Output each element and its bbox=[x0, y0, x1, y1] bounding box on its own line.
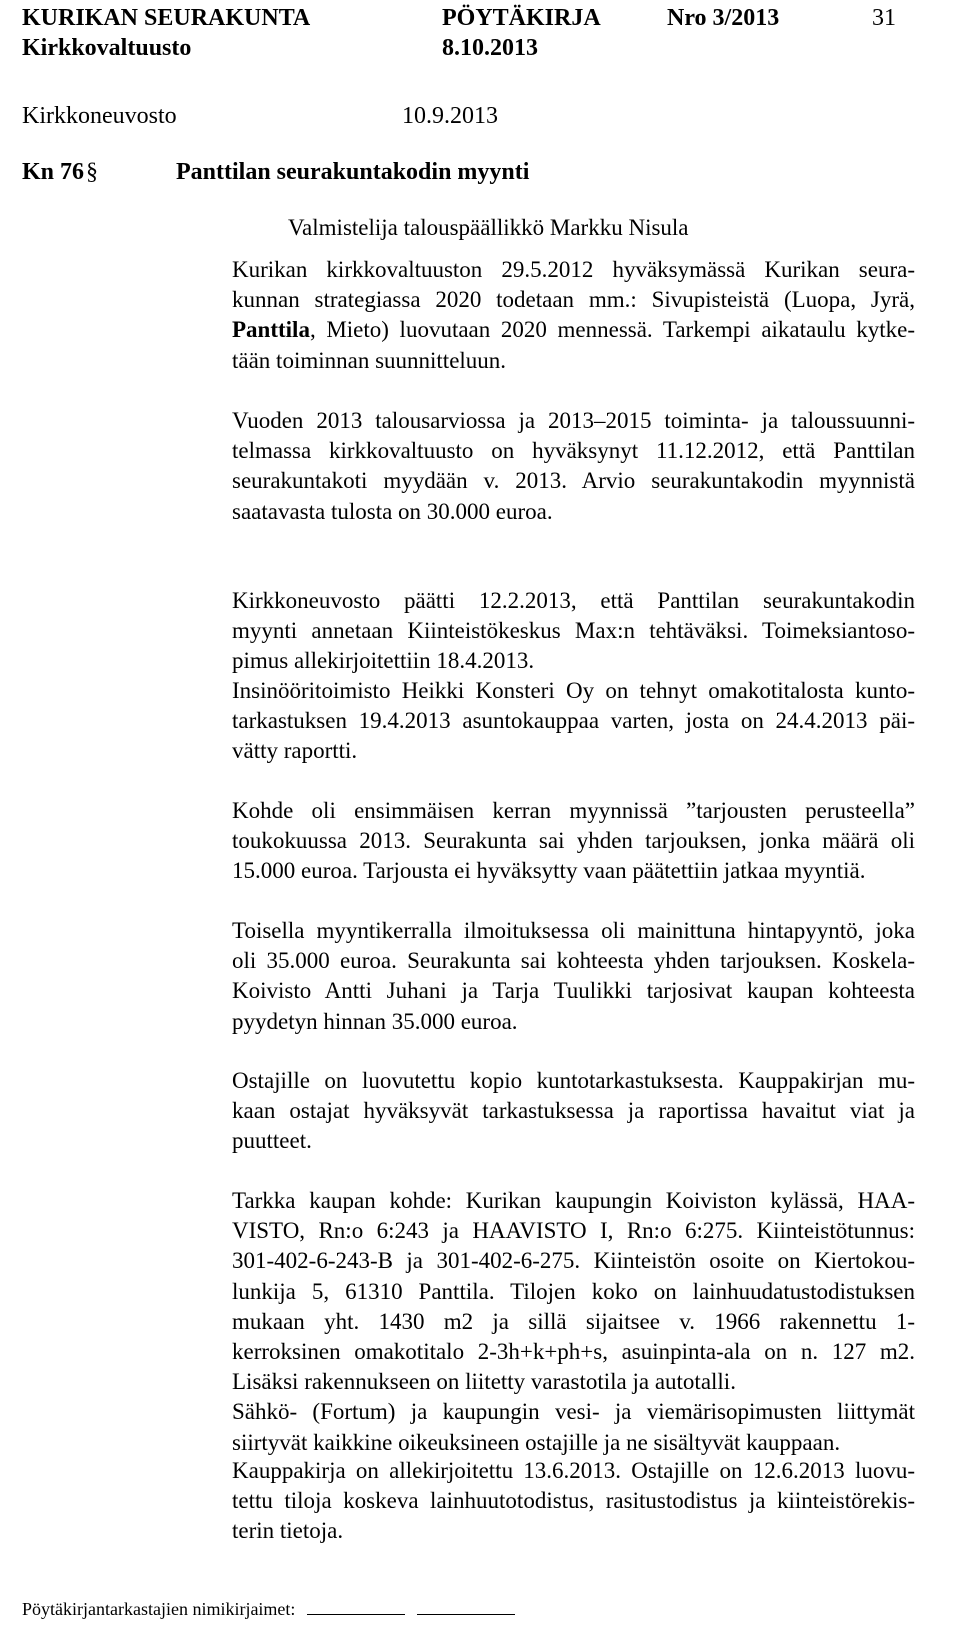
paragraph-line: mukaan yht. 1430 m2 ja sillä sijaitsee v. 1966 rakennettu 1- bbox=[232, 1308, 915, 1334]
header-date: 8.10.2013 bbox=[442, 35, 538, 61]
header-number: Nro 3/2013 bbox=[667, 5, 780, 31]
paragraph-line: toukokuussa 2013. Seurakunta sai yhden tarjouksen, jonka määrä oli bbox=[232, 828, 915, 854]
paragraph-line: Kauppakirja on allekirjoitettu 13.6.2013. Ostajille on 12.6.2013 luovu- bbox=[232, 1458, 915, 1483]
meeting-body: Kirkkoneuvosto bbox=[22, 103, 177, 129]
paragraph bbox=[232, 1186, 915, 1458]
paragraph bbox=[232, 255, 915, 376]
paragraph-line: terin tietoja. bbox=[232, 1518, 344, 1544]
paragraph-line: Insinööritoimisto Heikki Konsteri Oy on tehnyt omakotitalosta kunto- bbox=[232, 678, 915, 703]
paragraph-line: lunkija 5, 61310 Panttila. Tilojen koko on lainhuudatustodistuksen bbox=[232, 1278, 915, 1304]
paragraph-line: pimus allekirjoitettiin 18.4.2013. bbox=[232, 648, 535, 674]
paragraph bbox=[232, 676, 915, 767]
paragraph-line: telmassa kirkkovaltuusto on hyväksynyt 11.12.2012, että Panttilan bbox=[232, 438, 915, 464]
paragraph bbox=[232, 1066, 915, 1157]
paragraph-line: Panttila, Mieto) luovutaan 2020 mennessä. Tarkempi aikataulu kytke- bbox=[232, 317, 915, 343]
paragraph-line: tään toiminnan suunnitteluun. bbox=[232, 347, 507, 373]
paragraph-line: Tarkka kaupan kohde: Kurikan kaupungin Koiviston kylässä, HAA- bbox=[232, 1188, 915, 1213]
signature-line-2 bbox=[417, 1598, 515, 1615]
paragraph-line: puutteet. bbox=[232, 1128, 312, 1154]
signature-line-1 bbox=[307, 1598, 405, 1615]
header-body: Kirkkovaltuusto bbox=[22, 35, 192, 61]
paragraph-line: oli 35.000 euroa. Seurakunta sai kohteesta yhden tarjouksen. Koskela- bbox=[232, 948, 915, 974]
preparer-line: Valmistelija talouspäällikkö Markku Nisula bbox=[288, 215, 689, 240]
paragraph-line: 301-402-6-243-B ja 301-402-6-275. Kiinteistön osoite on Kiertokou- bbox=[232, 1248, 915, 1274]
paragraph-line: kerroksinen omakotitalo 2-3h+k+ph+s, asuinpinta-ala on n. 127 m2. bbox=[232, 1339, 915, 1365]
footer bbox=[22, 1598, 515, 1620]
meeting-date: 10.9.2013 bbox=[402, 103, 498, 129]
paragraph-line: tarkastuksen 19.4.2013 asuntokauppaa varten, josta on 24.4.2013 päi- bbox=[232, 708, 915, 734]
bold-word: Panttila bbox=[232, 317, 310, 343]
footer-label: Pöytäkirjantarkastajien nimikirjaimet: bbox=[22, 1599, 296, 1619]
paragraph-line: tettu tiloja koskeva lainhuutotodistus, rasitustodistus ja kiinteistörekis- bbox=[232, 1488, 915, 1514]
paragraph-line: Lisäksi rakennukseen on liitetty varastotila ja autotalli. bbox=[232, 1369, 736, 1395]
paragraph-line: Kirkkoneuvosto päätti 12.2.2013, että Panttilan seurakuntakodin bbox=[232, 588, 915, 613]
paragraph-line: Ostajille on luovutettu kopio kuntotarkastuksesta. Kauppakirjan mu- bbox=[232, 1068, 915, 1093]
paragraph-line: Toisella myyntikerralla ilmoituksessa oli mainittuna hintapyyntö, joka bbox=[232, 918, 915, 943]
paragraph-line: seurakuntakoti myydään v. 2013. Arvio seurakuntakodin myynnistä bbox=[232, 468, 915, 494]
paragraph-line: Sähkö- (Fortum) ja kaupungin vesi- ja viemärisopimusten liittymät bbox=[232, 1399, 915, 1425]
paragraph-line: vätty raportti. bbox=[232, 738, 358, 764]
section-symbol: § bbox=[86, 159, 98, 185]
paragraph-line: pyydetyn hinnan 35.000 euroa. bbox=[232, 1008, 518, 1034]
paragraph bbox=[232, 406, 915, 527]
paragraph-line: myynti annetaan Kiinteistökeskus Max:n tehtäväksi. Toimeksiantoso- bbox=[232, 618, 915, 644]
paragraph bbox=[232, 796, 915, 887]
paragraph-line: Vuoden 2013 talousarviossa ja 2013–2015 toiminta- ja taloussuunni- bbox=[232, 408, 915, 433]
paragraph-line: Kohde oli ensimmäisen kerran myynnissä ”tarjousten perusteella” bbox=[232, 798, 915, 823]
paragraph bbox=[232, 1456, 915, 1547]
header-doc-type: PÖYTÄKIRJA bbox=[442, 5, 601, 31]
paragraph-line: kunnan strategiassa 2020 todetaan mm.: Sivupisteistä (Luopa, Jyrä, bbox=[232, 287, 915, 313]
paragraph-line: saatavasta tulosta on 30.000 euroa. bbox=[232, 498, 553, 524]
paragraph-line: 15.000 euroa. Tarjousta ei hyväksytty vaan päätettiin jatkaa myyntiä. bbox=[232, 858, 866, 884]
paragraph bbox=[232, 916, 915, 1037]
header-org: KURIKAN SEURAKUNTA bbox=[22, 5, 311, 31]
section-title: Panttilan seurakuntakodin myynti bbox=[176, 159, 530, 185]
paragraph bbox=[232, 586, 915, 677]
section-number: Kn 76 bbox=[22, 159, 85, 185]
paragraph-line: VISTO, Rn:o 6:243 ja HAAVISTO I, Rn:o 6:275. Kiinteistötunnus: bbox=[232, 1218, 915, 1244]
header-page-number: 31 bbox=[872, 5, 896, 31]
paragraph-line: siirtyvät kaikkine oikeuksineen ostajille ja ne sisältyvät kauppaan. bbox=[232, 1429, 841, 1455]
paragraph-line: Kurikan kirkkovaltuuston 29.5.2012 hyväksymässä Kurikan seura- bbox=[232, 257, 915, 282]
paragraph-line: Koivisto Antti Juhani ja Tarja Tuulikki tarjosivat kaupan kohteesta bbox=[232, 978, 915, 1004]
paragraph-line: kaan ostajat hyväksyvät tarkastuksessa ja raportissa havaitut viat ja bbox=[232, 1098, 915, 1124]
